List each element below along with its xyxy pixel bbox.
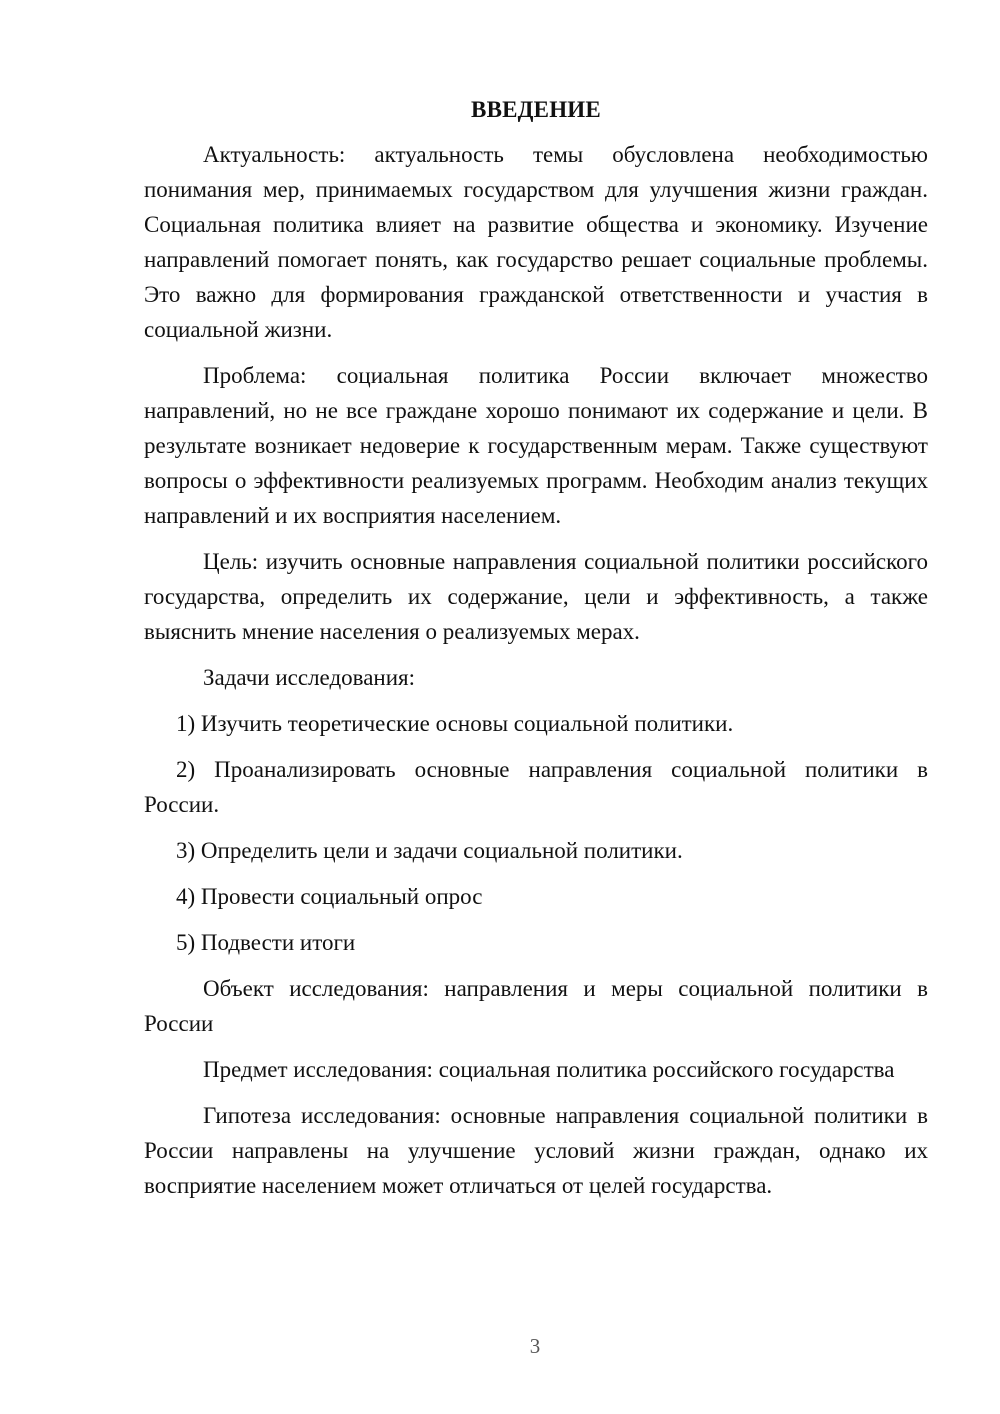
hypothesis-paragraph: Гипотеза исследования: основные направления социальной политики в России направлены на улучшение условий жизни граждан, однако их восприятие населением может отличаться от целей государства. [144,1103,928,1198]
task-item: 5) Подвести итоги [176,930,356,955]
subject-paragraph: Предмет исследования: социальная политика российского государства [203,1057,895,1082]
page-content [144,92,928,1203]
problem-paragraph: Проблема: социальная политика России включает множество направлений, но не все граждане хорошо понимают их содержание и цели. В результате возникает недоверие к государственным мерам. Также существуют вопросы о эффективности реализуемых программ. Необходим анализ текущих направлений и их восприятия населением. [144,363,928,528]
relevance-paragraph: Актуальность: актуальность темы обусловлена необходимостью понимания мер, принимаемых государством для улучшения жизни граждан. Социальная политика влияет на развитие общества и экономику. Изучение направлений помогает понять, как государство решает социальные проблемы. Это важно для формирования гражданской ответственности и участия в социальной жизни. [144,142,928,342]
page-title: ВВЕДЕНИЕ [471,97,601,122]
tasks-heading: Задачи исследования: [203,665,416,690]
task-item: 2) Проанализировать основные направления социальной политики в России. [144,757,928,817]
task-item: 3) Определить цели и задачи социальной политики. [176,838,683,863]
task-item: 4) Провести социальный опрос [176,884,483,909]
object-paragraph: Объект исследования: направления и меры социальной политики в России [144,976,928,1036]
task-item: 1) Изучить теоретические основы социальной политики. [176,711,734,736]
page-number: 3 [529,1334,541,1358]
goal-paragraph: Цель: изучить основные направления социальной политики российского государства, определить их содержание, цели и эффективность, а также выяснить мнение населения о реализуемых мерах. [144,549,928,644]
